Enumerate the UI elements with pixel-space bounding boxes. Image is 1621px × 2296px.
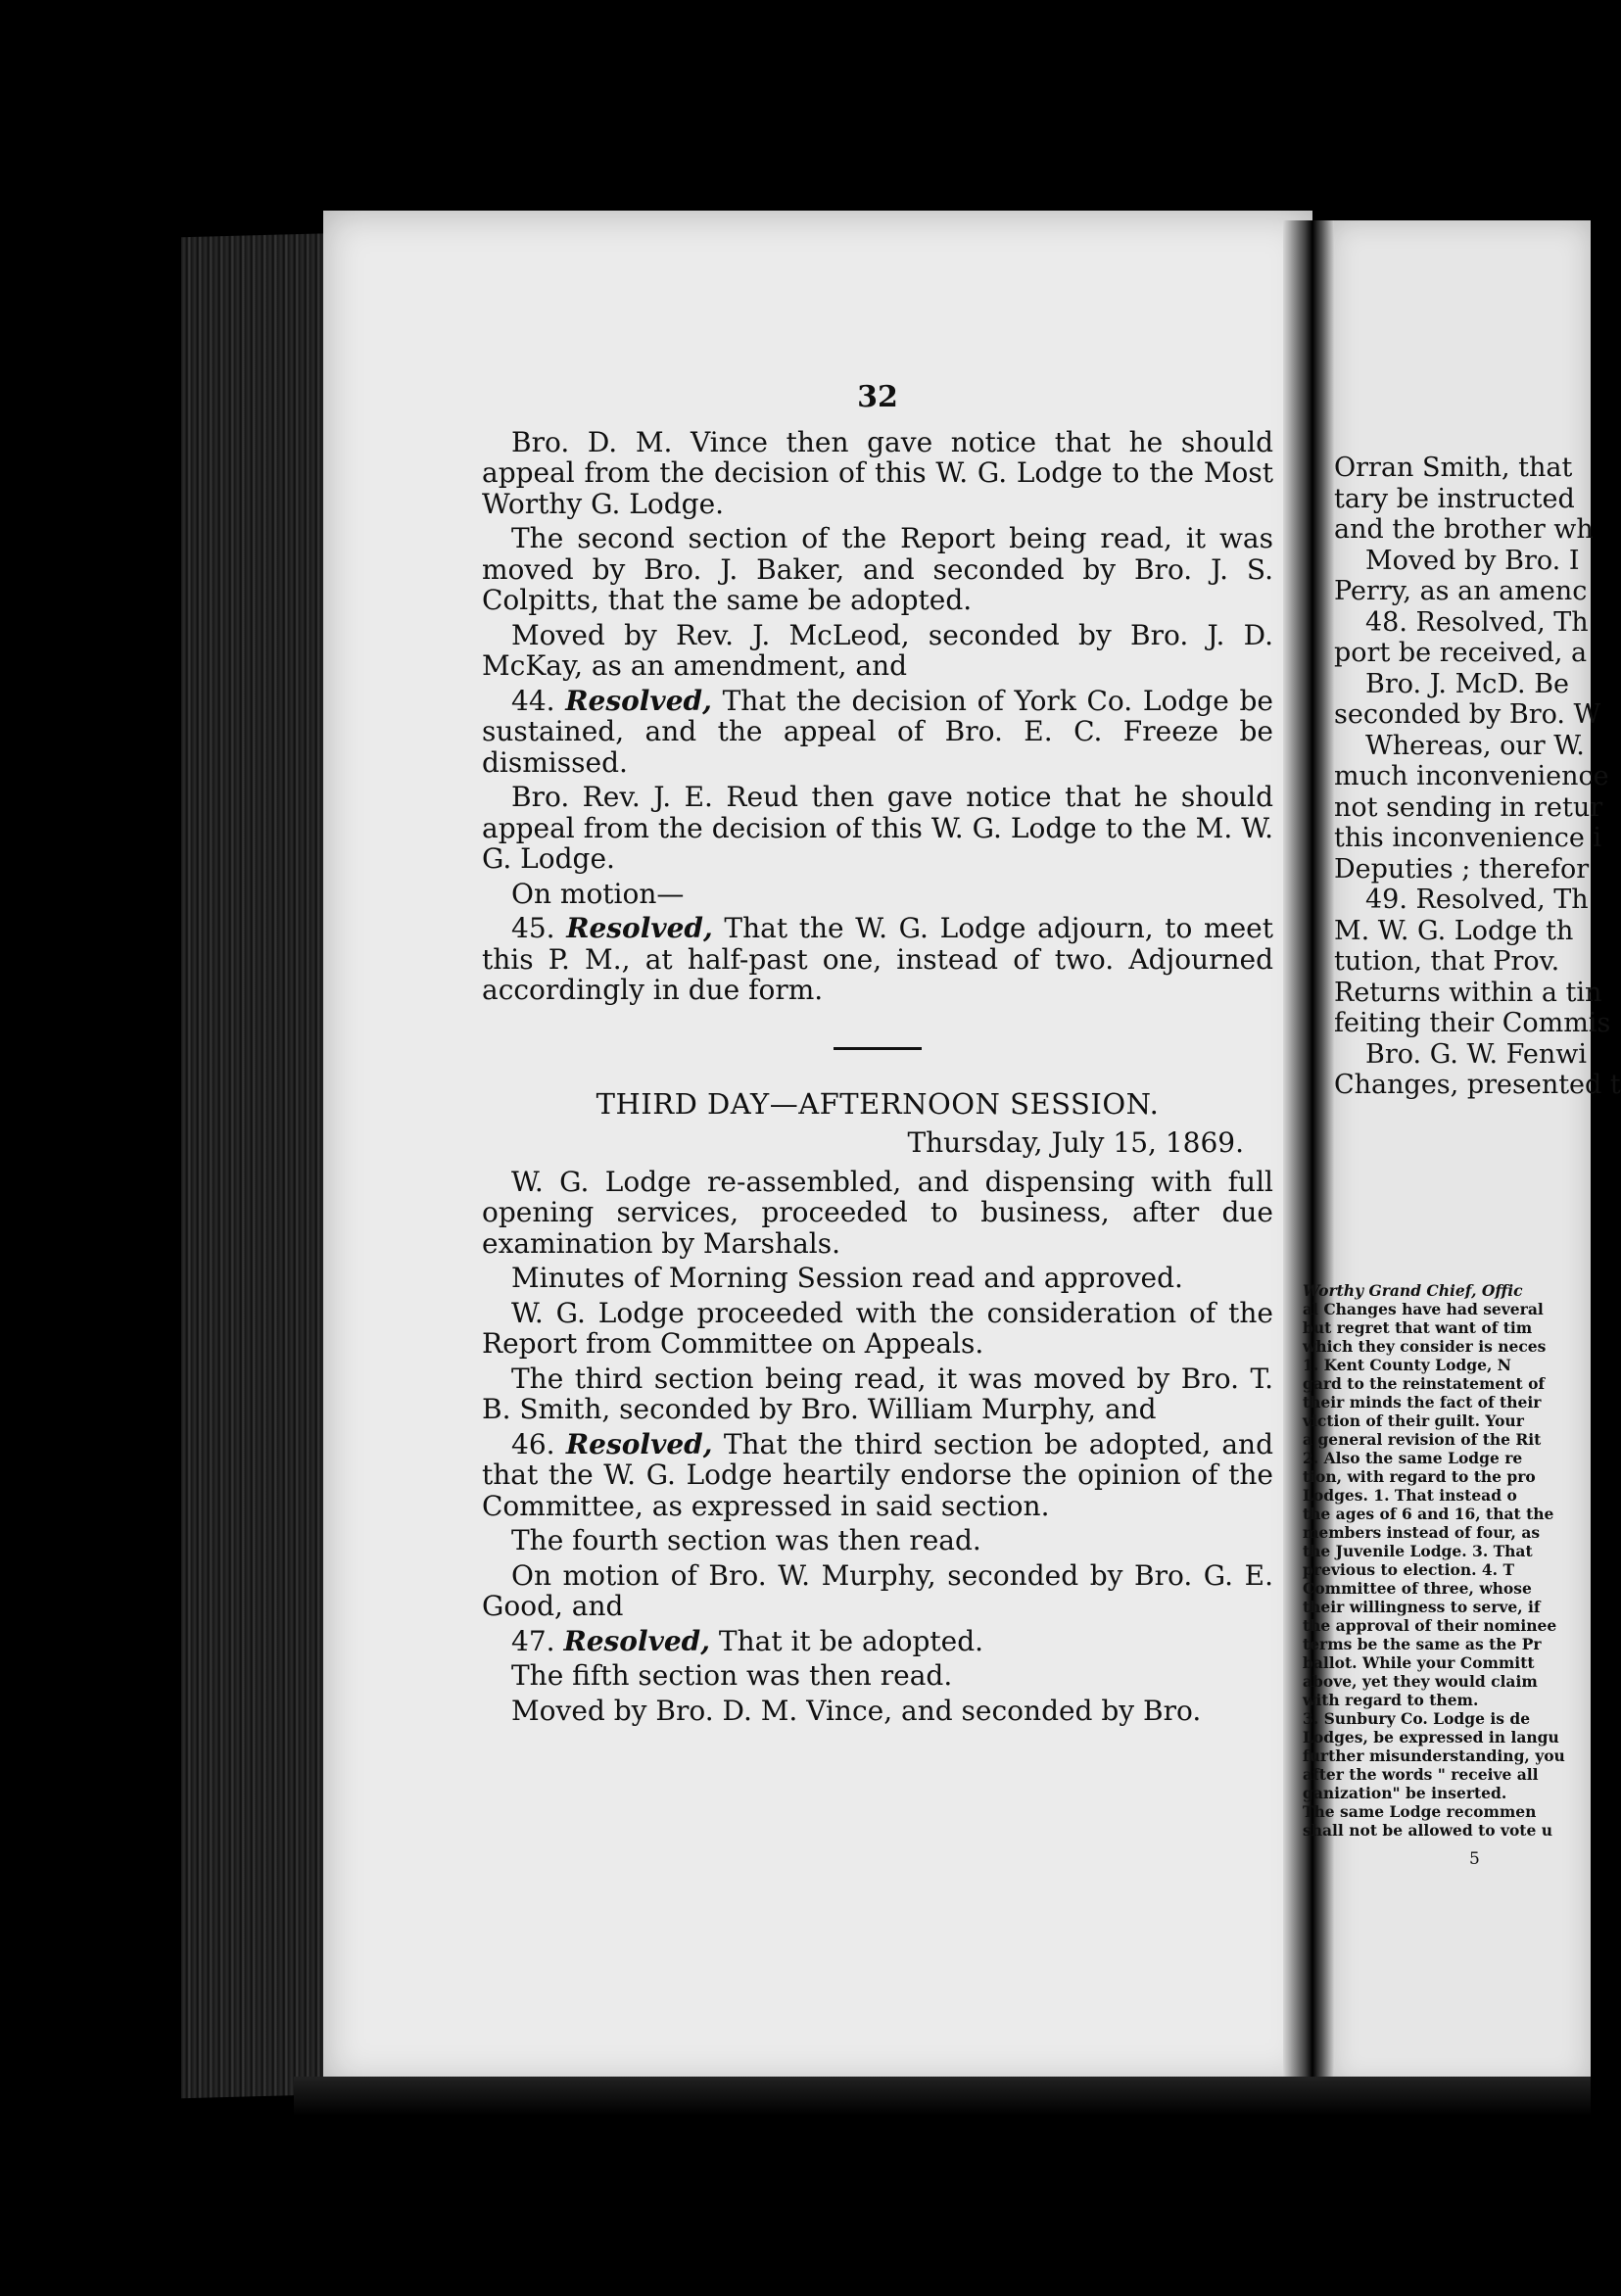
text-line: Perry, as an amenc	[1334, 576, 1588, 606]
text-line: 49. Resolved, Th	[1365, 885, 1589, 915]
text-line: Bro. J. McD. Be	[1365, 668, 1570, 699]
text-line: feiting their Commis	[1334, 1008, 1611, 1038]
paragraph: Minutes of Morning Session read and approved.	[511, 1262, 1183, 1294]
text-line: this inconvenience i	[1334, 823, 1602, 853]
small-line: but regret that want of tim	[1303, 1318, 1533, 1337]
right-page-small-print	[1303, 1281, 1597, 1840]
small-line: members instead of four, as	[1303, 1523, 1541, 1542]
text-line: and the brother wh	[1334, 514, 1594, 545]
text-line: Moved by Bro. I	[1365, 545, 1580, 576]
text-line: much inconvenience	[1334, 761, 1609, 791]
text-line: seconded by Bro. W	[1334, 699, 1601, 730]
paragraph: The third section being read, it was moved by Bro. T. B. Smith, seconded by Bro. William Murphy, and	[482, 1362, 1273, 1425]
small-line: viction of their guilt. Your	[1303, 1411, 1524, 1430]
resolved-label: Resolved,	[565, 1427, 713, 1460]
small-line: which they consider is neces	[1303, 1337, 1547, 1356]
small-line: Lodges, be expressed in langu	[1303, 1728, 1559, 1746]
text-line: Changes, presented t	[1334, 1070, 1621, 1100]
paragraph: On motion of Bro. W. Murphy, seconded by Bro. G. E. Good, and	[482, 1558, 1273, 1622]
small-line: Worthy Grand Chief, Offic	[1303, 1281, 1523, 1300]
left-page-text	[482, 382, 1273, 1730]
resolution-number: 46.	[511, 1427, 555, 1460]
resolution-number: 45.	[511, 912, 555, 944]
resolved-label: Resolved,	[566, 912, 713, 944]
text-line: Bro. G. W. Fenwi	[1365, 1038, 1588, 1070]
bottom-shadow	[294, 2077, 1591, 2116]
resolution-text: That the W. G. Lodge adjourn, to meet this P. M., at half-past one, instead of two. Adjourned accordingly in due form.	[482, 912, 1273, 1006]
signature-mark: 5	[1469, 1849, 1480, 1869]
session-date: Thursday, July 15, 1869.	[907, 1126, 1244, 1159]
resolution-text: That the decision of York Co. Lodge be sustained, and the appeal of Bro. E. C. Freeze be dismissed.	[482, 684, 1274, 779]
resolution-45	[482, 913, 1273, 1006]
text-line: Deputies ; therefor	[1334, 853, 1590, 885]
section-divider	[834, 1047, 922, 1050]
resolved-label: Resolved,	[563, 1624, 711, 1657]
text-line: Whereas, our W.	[1365, 730, 1585, 761]
paragraph: Moved by Bro. D. M. Vince, and seconded by Bro.	[511, 1694, 1202, 1727]
paragraph: Bro. Rev. J. E. Reud then gave notice that he should appeal from the decision of this W. G. Lodge to the M. W. G. Lodge.	[482, 781, 1273, 875]
paragraph: On motion—	[511, 877, 685, 910]
paragraph: W. G. Lodge proceeded with the consideration of the Report from Committee on Appeals.	[482, 1296, 1273, 1360]
paragraph: W. G. Lodge re-assembled, and dispensing with full opening services, proceeded to business, after due examination by Marshals.	[482, 1165, 1273, 1260]
text-line: port be received, a	[1334, 638, 1588, 668]
resolution-text: That the third section be adopted, and that the W. G. Lodge heartily endorse the opinion of the Committee, as expressed in said section.	[482, 1427, 1273, 1522]
small-line: gard to the reinstatement of	[1303, 1374, 1546, 1393]
paragraph: The second section of the Report being read, it was moved by Bro. J. Baker, and seconded by Bro. J. S. Colpitts, that the same be adopted.	[482, 522, 1273, 616]
small-line: The same Lodge recommen	[1303, 1802, 1537, 1821]
small-line: previous to election. 4. T	[1303, 1560, 1514, 1579]
resolution-text: That it be adopted.	[710, 1624, 984, 1657]
right-page-text	[1334, 453, 1621, 1101]
small-line: with regard to them.	[1303, 1691, 1479, 1709]
small-line: the ages of 6 and 16, that the	[1303, 1505, 1554, 1523]
section-heading: THIRD DAY—AFTERNOON SESSION.	[596, 1086, 1160, 1121]
small-line: the approval of their nominee	[1303, 1616, 1557, 1635]
resolved-label: Resolved,	[565, 684, 712, 717]
small-line: al Changes have had several	[1303, 1300, 1544, 1318]
small-line: further misunderstanding, you	[1303, 1746, 1565, 1765]
small-line: shall not be allowed to vote u	[1303, 1821, 1552, 1840]
small-line: above, yet they would claim	[1303, 1672, 1538, 1691]
text-line: Returns within a tin	[1334, 977, 1602, 1008]
paragraph: The fourth section was then read.	[511, 1524, 981, 1556]
small-line: their minds the fact of their	[1303, 1393, 1542, 1411]
paragraph: Bro. D. M. Vince then gave notice that he should appeal from the decision of this W. G. Lodge to the Most Worthy G. Lodge.	[482, 425, 1273, 520]
text-line: not sending in retur	[1334, 791, 1603, 823]
small-line: 2. Also the same Lodge re	[1303, 1449, 1523, 1467]
small-line: their willingness to serve, if	[1303, 1598, 1541, 1616]
page-number: 32	[857, 380, 898, 414]
resolution-46	[482, 1429, 1273, 1522]
paragraph: Moved by Rev. J. McLeod, seconded by Bro. J. D. McKay, as an amendment, and	[482, 618, 1273, 682]
small-line: the Juvenile Lodge. 3. That	[1303, 1542, 1533, 1560]
resolution-number: 44.	[511, 684, 555, 717]
small-line: Lodges. 1. That instead o	[1303, 1486, 1517, 1505]
resolution-44	[482, 686, 1273, 779]
small-line: ganization" be inserted.	[1303, 1784, 1507, 1802]
text-line: tution, that Prov.	[1334, 946, 1560, 977]
small-line: 1. Kent County Lodge, N	[1303, 1356, 1511, 1374]
small-line: terms be the same as the Pr	[1303, 1635, 1542, 1653]
small-line: ballot. While your Committ	[1303, 1653, 1535, 1672]
small-line: a general revision of the Rit	[1303, 1430, 1542, 1449]
resolution-number: 47.	[511, 1624, 555, 1657]
text-line: Orran Smith, that	[1334, 453, 1573, 483]
small-line: 3. Sunbury Co. Lodge is de	[1303, 1709, 1531, 1728]
resolution-47	[482, 1626, 1273, 1657]
text-line: M. W. G. Lodge th	[1334, 915, 1574, 946]
small-line: tion, with regard to the pro	[1303, 1467, 1536, 1486]
paragraph: The fifth section was then read.	[511, 1659, 953, 1692]
text-line: 48. Resolved, Th	[1365, 606, 1589, 638]
small-line: after the words " receive all	[1303, 1765, 1539, 1784]
text-line: tary be instructed	[1334, 483, 1575, 514]
small-line: Committee of three, whose	[1303, 1579, 1532, 1598]
